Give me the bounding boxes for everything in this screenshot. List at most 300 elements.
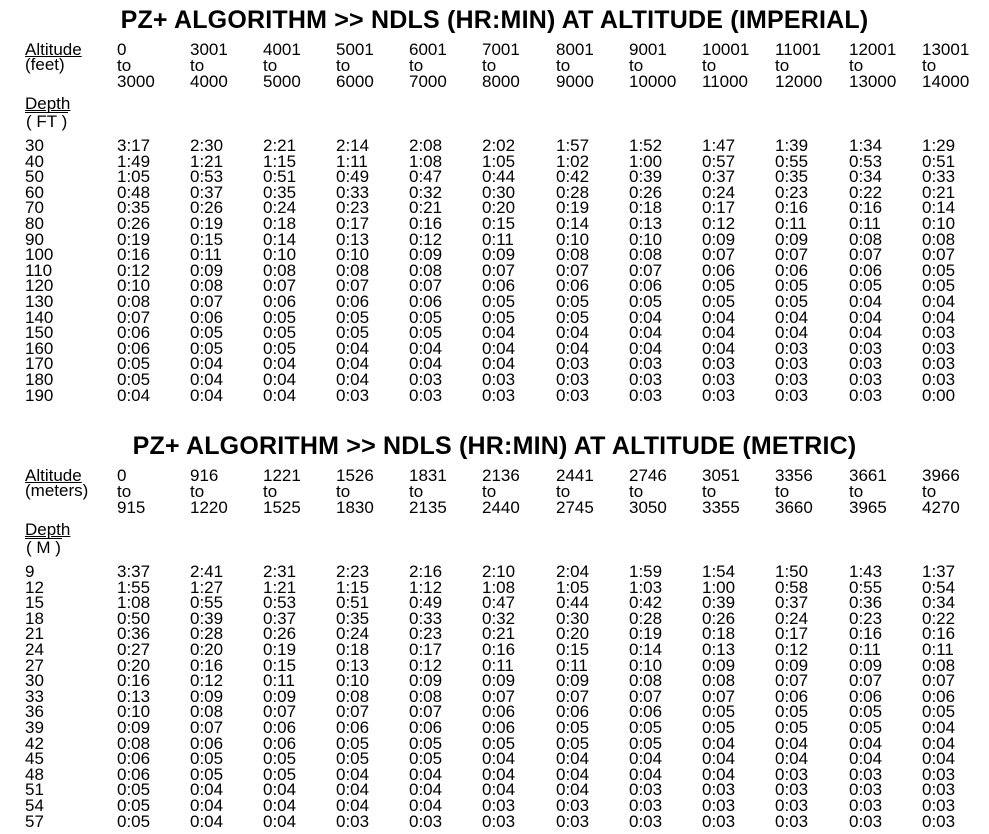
ndl-cell: 0:30 — [556, 608, 590, 628]
ndl-cell: 0:03 — [922, 764, 956, 784]
altitude-range-from: 11001 — [775, 40, 822, 59]
ndl-cell: 0:07 — [629, 260, 663, 280]
ndl-cell: 0:04 — [556, 749, 590, 769]
ndl-cell: 0:03 — [775, 764, 809, 784]
ndl-cell: 0:04 — [775, 733, 809, 753]
ndl-cell: 0:03 — [409, 811, 443, 831]
ndl-cell: 0:05 — [263, 323, 297, 343]
ndl-cell: 0:11 — [775, 213, 807, 233]
ndl-cell: 1:39 — [775, 136, 809, 155]
ndl-cell: 0:37 — [702, 167, 736, 187]
ndl-cell: 0:16 — [849, 198, 883, 218]
ndl-cell: 0:08 — [629, 671, 663, 691]
ndl-cell: 0:05 — [263, 749, 297, 769]
imperial-title: PZ+ ALGORITHM >> NDLS (HR:MIN) AT ALTITUDE (IMPERIAL) — [120, 6, 869, 34]
ndl-cell: 0:16 — [922, 624, 956, 644]
depth-value: 33 — [25, 686, 44, 706]
depth-value: 60 — [25, 182, 44, 202]
ndl-cell: 0:17 — [336, 213, 370, 233]
altitude-range-from: 916 — [190, 466, 219, 485]
depth-value: 27 — [25, 655, 44, 675]
ndl-cell: 0:04 — [556, 780, 590, 800]
ndl-column — [702, 564, 735, 829]
ndl-cell: 0:15 — [263, 655, 297, 675]
ndl-cell: 0:07 — [409, 702, 443, 722]
ndl-cell: 0:47 — [482, 593, 516, 613]
ndl-cell: 0:09 — [117, 717, 151, 737]
ndl-cell: 0:04 — [922, 717, 956, 737]
altitude-range-to-word: to — [629, 482, 644, 501]
depth-label-text: Depth — [25, 94, 71, 113]
ndl-cell: 0:03 — [556, 795, 590, 815]
ndl-cell: 1:34 — [849, 136, 883, 155]
ndl-cell: 0:05 — [556, 717, 590, 737]
ndl-cell: 2:16 — [409, 562, 443, 581]
ndl-column — [556, 564, 589, 829]
altitude-range-to: 915 — [117, 498, 146, 517]
ndl-cell: 0:05 — [922, 276, 956, 296]
ndl-cell: 0:28 — [629, 608, 663, 628]
ndl-cell: 1:52 — [629, 136, 663, 155]
depth-value: 180 — [25, 369, 54, 389]
ndl-cell: 0:04 — [922, 733, 956, 753]
ndl-cell: 0:14 — [263, 229, 297, 249]
altitude-range-to-word: to — [629, 56, 644, 75]
altitude-range-to-word: to — [117, 482, 132, 501]
ndl-cell: 0:06 — [263, 717, 297, 737]
ndl-cell: 0:37 — [190, 182, 224, 202]
depth-column — [25, 138, 53, 403]
ndl-cell: 0:22 — [922, 608, 956, 628]
ndl-cell: 0:03 — [409, 385, 443, 405]
ndl-cell: 0:05 — [409, 323, 443, 343]
ndl-cell: 1:21 — [190, 151, 224, 171]
ndl-cell: 1:37 — [922, 562, 956, 581]
depth-value: 12 — [25, 577, 44, 597]
ndl-cell: 0:09 — [556, 671, 590, 691]
altitude-range-to: 11000 — [702, 72, 749, 91]
ndl-cell: 0:11 — [263, 671, 295, 691]
ndl-cell: 0:03 — [629, 385, 663, 405]
ndl-cell: 0:08 — [849, 229, 883, 249]
altitude-range-from: 7001 — [482, 40, 520, 59]
ndl-cell: 2:31 — [263, 562, 297, 581]
ndl-cell: 0:28 — [190, 624, 224, 644]
depth-value: 170 — [25, 354, 54, 374]
altitude-range-from: 3966 — [922, 466, 960, 485]
ndl-cell: 0:16 — [849, 624, 883, 644]
ndl-cell: 0:04 — [482, 338, 516, 358]
ndl-cell: 0:04 — [556, 323, 590, 343]
ndl-cell: 0:12 — [409, 229, 443, 249]
ndl-cell: 0:04 — [117, 385, 151, 405]
ndl-cell: 0:10 — [117, 276, 151, 296]
altitude-range-from: 2441 — [556, 466, 594, 485]
ndl-cell: 0:04 — [629, 323, 663, 343]
depth-label — [25, 521, 70, 556]
depth-value: 110 — [25, 260, 53, 280]
altitude-range-to-word: to — [849, 482, 864, 501]
ndl-cell: 0:07 — [775, 245, 809, 265]
ndl-cell: 0:05 — [190, 749, 224, 769]
ndl-cell: 0:53 — [190, 167, 224, 187]
ndl-cell: 0:06 — [117, 338, 151, 358]
altitude-range-to-word: to — [775, 482, 790, 501]
ndl-cell: 1:49 — [117, 151, 151, 171]
altitude-range-to-word: to — [409, 482, 424, 501]
ndl-cell: 0:03 — [336, 385, 370, 405]
altitude-range-to: 3050 — [629, 498, 667, 517]
ndl-cell: 0:35 — [336, 608, 370, 628]
ndl-cell: 0:05 — [702, 702, 736, 722]
ndl-cell: 0:03 — [629, 811, 663, 831]
ndl-column — [775, 138, 808, 403]
ndl-cell: 0:06 — [190, 733, 224, 753]
ndl-cell: 0:03 — [775, 369, 809, 389]
altitude-range-to: 4270 — [922, 498, 960, 517]
ndl-cell: 0:06 — [190, 307, 224, 327]
altitude-range-to: 6000 — [336, 72, 374, 91]
ndl-cell: 0:39 — [702, 593, 736, 613]
altitude-range-to: 1525 — [263, 498, 301, 517]
ndl-cell: 0:11 — [190, 245, 222, 265]
ndl-cell: 0:04 — [702, 733, 736, 753]
depth-value: 18 — [25, 608, 44, 628]
ndl-cell: 2:30 — [190, 136, 224, 155]
ndl-cell: 0:51 — [922, 151, 956, 171]
altitude-range-from: 5001 — [336, 40, 374, 59]
altitude-range-to: 7000 — [409, 72, 447, 91]
ndl-cell: 0:39 — [190, 608, 224, 628]
altitude-range-to: 8000 — [482, 72, 520, 91]
ndl-cell: 0:04 — [702, 764, 736, 784]
ndl-cell: 0:07 — [190, 717, 224, 737]
ndl-cell: 0:05 — [556, 733, 590, 753]
ndl-cell: 0:07 — [922, 671, 956, 691]
ndl-cell: 0:05 — [702, 291, 736, 311]
ndl-cell: 1:02 — [556, 151, 590, 171]
ndl-cell: 0:53 — [263, 593, 297, 613]
altitude-range-from: 3001 — [190, 40, 228, 59]
altitude-range-to: 5000 — [263, 72, 301, 91]
ndl-cell: 0:16 — [775, 198, 809, 218]
altitude-range-to: 2745 — [556, 498, 594, 517]
ndl-cell: 0:32 — [409, 182, 443, 202]
ndl-cell: 0:03 — [629, 369, 663, 389]
ndl-cell: 0:16 — [190, 655, 224, 675]
ndl-cell: 0:03 — [922, 369, 956, 389]
ndl-cell: 0:09 — [482, 671, 516, 691]
altitude-range-to: 2135 — [409, 498, 447, 517]
ndl-column — [117, 138, 150, 403]
ndl-cell: 0:03 — [849, 338, 883, 358]
ndl-cell: 0:03 — [849, 795, 883, 815]
ndl-cell: 1:50 — [775, 562, 809, 581]
ndl-cell: 0:08 — [336, 260, 370, 280]
depth-value: 100 — [25, 245, 54, 265]
ndl-cell: 0:57 — [702, 151, 736, 171]
ndl-cell: 0:34 — [849, 167, 883, 187]
ndl-cell: 0:10 — [922, 213, 956, 233]
ndl-cell: 0:27 — [117, 639, 151, 659]
depth-value: 150 — [25, 323, 54, 343]
altitude-range-to-word: to — [922, 56, 937, 75]
ndl-cell: 0:09 — [190, 686, 224, 706]
ndl-cell: 0:09 — [190, 260, 224, 280]
ndl-cell: 0:08 — [117, 733, 151, 753]
ndl-cell: 1:05 — [482, 151, 516, 171]
ndl-cell: 0:04 — [556, 338, 590, 358]
altitude-range-from: 1831 — [409, 466, 447, 485]
ndl-cell: 0:09 — [702, 229, 736, 249]
ndl-cell: 0:19 — [263, 639, 297, 659]
ndl-cell: 1:29 — [922, 136, 956, 155]
ndl-cell: 0:05 — [117, 811, 151, 831]
ndl-cell: 0:19 — [629, 624, 663, 644]
ndl-cell: 1:05 — [117, 167, 151, 187]
ndl-cell: 0:26 — [702, 608, 736, 628]
ndl-cell: 0:39 — [629, 167, 663, 187]
altitude-range-header — [922, 468, 960, 516]
ndl-cell: 1:03 — [629, 577, 663, 597]
ndl-cell: 0:07 — [263, 276, 297, 296]
altitude-range-to: 2440 — [482, 498, 520, 517]
ndl-cell: 0:05 — [336, 307, 370, 327]
depth-value: 24 — [25, 639, 44, 659]
ndl-cell: 0:07 — [849, 245, 883, 265]
ndl-cell: 0:04 — [629, 749, 663, 769]
altitude-range-header — [482, 468, 520, 516]
ndl-cell: 0:07 — [702, 686, 736, 706]
ndl-cell: 0:30 — [482, 182, 516, 202]
ndl-cell: 0:18 — [629, 198, 663, 218]
ndl-cell: 0:04 — [556, 764, 590, 784]
ndl-cell: 0:15 — [556, 639, 590, 659]
altitude-range-header — [190, 42, 228, 90]
altitude-range-to: 13000 — [849, 72, 897, 91]
ndl-cell: 0:03 — [849, 385, 883, 405]
ndl-cell: 0:24 — [336, 624, 370, 644]
ndl-cell: 0:26 — [190, 198, 224, 218]
ndl-cell: 1:00 — [702, 577, 736, 597]
ndl-cell: 0:04 — [775, 323, 809, 343]
ndl-cell: 0:12 — [190, 671, 224, 691]
ndl-cell: 0:04 — [409, 764, 443, 784]
depth-value: 57 — [25, 811, 44, 831]
ndl-cell: 0:04 — [409, 338, 443, 358]
ndl-cell: 0:08 — [190, 702, 224, 722]
altitude-range-from: 3661 — [849, 466, 887, 485]
ndl-cell: 0:06 — [409, 291, 443, 311]
ndl-cell: 0:05 — [409, 307, 443, 327]
ndl-cell: 0:13 — [117, 686, 151, 706]
altitude-label-text: Altitude — [25, 40, 82, 59]
depth-value: 48 — [25, 764, 44, 784]
altitude-range-from: 3051 — [702, 466, 740, 485]
ndl-cell: 0:04 — [190, 780, 224, 800]
depth-value: 140 — [25, 307, 54, 327]
ndl-cell: 0:12 — [409, 655, 443, 675]
ndl-cell: 0:09 — [849, 655, 883, 675]
ndl-cell: 0:49 — [409, 593, 443, 613]
altitude-unit: (feet) — [25, 55, 65, 74]
ndl-cell: 0:08 — [117, 291, 151, 311]
ndl-cell: 2:04 — [556, 562, 590, 581]
depth-value: 30 — [25, 136, 44, 155]
ndl-cell: 0:32 — [482, 608, 516, 628]
altitude-range-header — [336, 42, 374, 90]
ndl-cell: 0:04 — [336, 369, 370, 389]
ndl-cell: 0:04 — [482, 354, 516, 374]
altitude-range-to-word: to — [336, 56, 351, 75]
ndl-cell: 0:06 — [409, 717, 443, 737]
altitude-range-header — [409, 468, 447, 516]
ndl-cell: 0:04 — [263, 385, 297, 405]
ndl-cell: 0:08 — [336, 686, 370, 706]
ndl-cell: 3:17 — [117, 136, 151, 155]
ndl-cell: 0:05 — [849, 717, 883, 737]
ndl-cell: 0:07 — [556, 686, 590, 706]
ndl-cell: 0:04 — [190, 385, 224, 405]
ndl-cell: 0:48 — [117, 182, 151, 202]
altitude-range-header — [190, 468, 228, 516]
ndl-cell: 0:14 — [922, 198, 956, 218]
ndl-cell: 0:05 — [336, 323, 370, 343]
ndl-cell: 1:21 — [263, 577, 297, 597]
ndl-cell: 0:55 — [190, 593, 224, 613]
ndl-cell: 0:51 — [263, 167, 297, 187]
ndl-cell: 0:18 — [263, 213, 297, 233]
ndl-cell: 0:11 — [482, 655, 514, 675]
altitude-range-to-word: to — [263, 56, 278, 75]
ndl-cell: 0:36 — [849, 593, 883, 613]
ndl-cell: 0:04 — [702, 307, 736, 327]
altitude-range-to: 9000 — [556, 72, 594, 91]
ndl-cell: 0:04 — [190, 369, 224, 389]
ndl-cell: 0:03 — [849, 354, 883, 374]
ndl-cell: 1:00 — [629, 151, 663, 171]
ndl-cell: 0:14 — [629, 639, 663, 659]
ndl-column — [629, 564, 662, 829]
ndl-cell: 0:03 — [629, 354, 663, 374]
ndl-cell: 0:05 — [190, 764, 224, 784]
altitude-range-to-word: to — [190, 482, 205, 501]
altitude-range-to-word: to — [482, 482, 497, 501]
ndl-cell: 0:05 — [629, 733, 663, 753]
ndl-cell: 1:11 — [336, 151, 368, 171]
ndl-cell: 0:09 — [775, 655, 809, 675]
ndl-cell: 1:27 — [190, 577, 224, 597]
ndl-cell: 0:58 — [775, 577, 809, 597]
ndl-column — [336, 138, 369, 403]
altitude-range-to-word: to — [922, 482, 937, 501]
ndl-column — [629, 138, 662, 403]
altitude-range-to-word: to — [263, 482, 278, 501]
ndl-cell: 0:11 — [482, 229, 514, 249]
ndl-cell: 0:18 — [336, 639, 370, 659]
altitude-range-to-word: to — [702, 482, 717, 501]
ndl-cell: 0:05 — [922, 702, 956, 722]
ndl-cell: 0:03 — [702, 811, 736, 831]
ndl-cell: 0:33 — [336, 182, 370, 202]
ndl-cell: 0:37 — [775, 593, 809, 613]
ndl-cell: 0:10 — [556, 229, 590, 249]
ndl-cell: 2:02 — [482, 136, 516, 155]
altitude-range-from: 8001 — [556, 40, 594, 59]
altitude-range-header — [336, 468, 374, 516]
ndl-cell: 0:03 — [482, 795, 516, 815]
altitude-range-to: 10000 — [629, 72, 677, 91]
ndl-cell: 0:04 — [849, 749, 883, 769]
ndl-cell: 2:41 — [190, 562, 224, 581]
ndl-cell: 0:19 — [556, 198, 590, 218]
depth-label — [25, 95, 70, 130]
ndl-cell: 0:07 — [336, 702, 370, 722]
ndl-cell: 0:26 — [117, 213, 151, 233]
ndl-column — [263, 138, 296, 403]
ndl-cell: 0:03 — [922, 795, 956, 815]
depth-value: 9 — [25, 562, 35, 581]
ndl-cell: 0:03 — [922, 323, 956, 343]
ndl-cell: 3:37 — [117, 562, 151, 581]
ndl-cell: 0:34 — [922, 593, 956, 613]
ndl-cell: 0:55 — [775, 151, 809, 171]
ndl-cell: 0:05 — [702, 276, 736, 296]
ndl-column — [117, 564, 150, 829]
altitude-label — [25, 468, 88, 498]
ndl-cell: 0:04 — [336, 780, 370, 800]
ndl-column — [336, 564, 369, 829]
altitude-range-from: 10001 — [702, 40, 750, 59]
ndl-cell: 0:08 — [409, 260, 443, 280]
ndl-cell: 0:05 — [409, 749, 443, 769]
ndl-cell: 0:13 — [336, 655, 370, 675]
ndl-cell: 0:07 — [482, 260, 516, 280]
altitude-range-header — [117, 42, 155, 90]
ndl-cell: 0:08 — [702, 671, 736, 691]
ndl-cell: 2:23 — [336, 562, 370, 581]
ndl-cell: 0:03 — [775, 811, 809, 831]
ndl-cell: 0:33 — [922, 167, 956, 187]
ndl-cell: 0:05 — [775, 276, 809, 296]
ndl-cell: 0:03 — [922, 338, 956, 358]
ndl-cell: 0:07 — [336, 276, 370, 296]
ndl-cell: 0:04 — [336, 795, 370, 815]
ndl-cell: 0:05 — [117, 780, 151, 800]
altitude-range-from: 13001 — [922, 40, 970, 59]
ndl-cell: 0:03 — [702, 795, 736, 815]
ndl-cell: 0:09 — [702, 655, 736, 675]
ndl-column — [482, 138, 515, 403]
altitude-range-header — [775, 42, 822, 90]
ndl-cell: 0:05 — [629, 717, 663, 737]
ndl-cell: 0:20 — [482, 198, 516, 218]
ndl-cell: 0:05 — [849, 276, 883, 296]
ndl-cell: 0:16 — [117, 671, 151, 691]
altitude-range-header — [556, 468, 594, 516]
ndl-cell: 0:05 — [556, 291, 590, 311]
altitude-range-header — [849, 42, 896, 90]
altitude-range-to: 14000 — [922, 72, 970, 91]
ndl-cell: 0:05 — [556, 307, 590, 327]
ndl-cell: 0:06 — [629, 702, 663, 722]
ndl-cell: 0:50 — [117, 608, 151, 628]
ndl-cell: 0:03 — [556, 369, 590, 389]
ndl-cell: 0:06 — [336, 717, 370, 737]
ndl-cell: 0:03 — [775, 795, 809, 815]
ndl-cell: 0:04 — [775, 307, 809, 327]
ndl-cell: 0:16 — [482, 639, 516, 659]
